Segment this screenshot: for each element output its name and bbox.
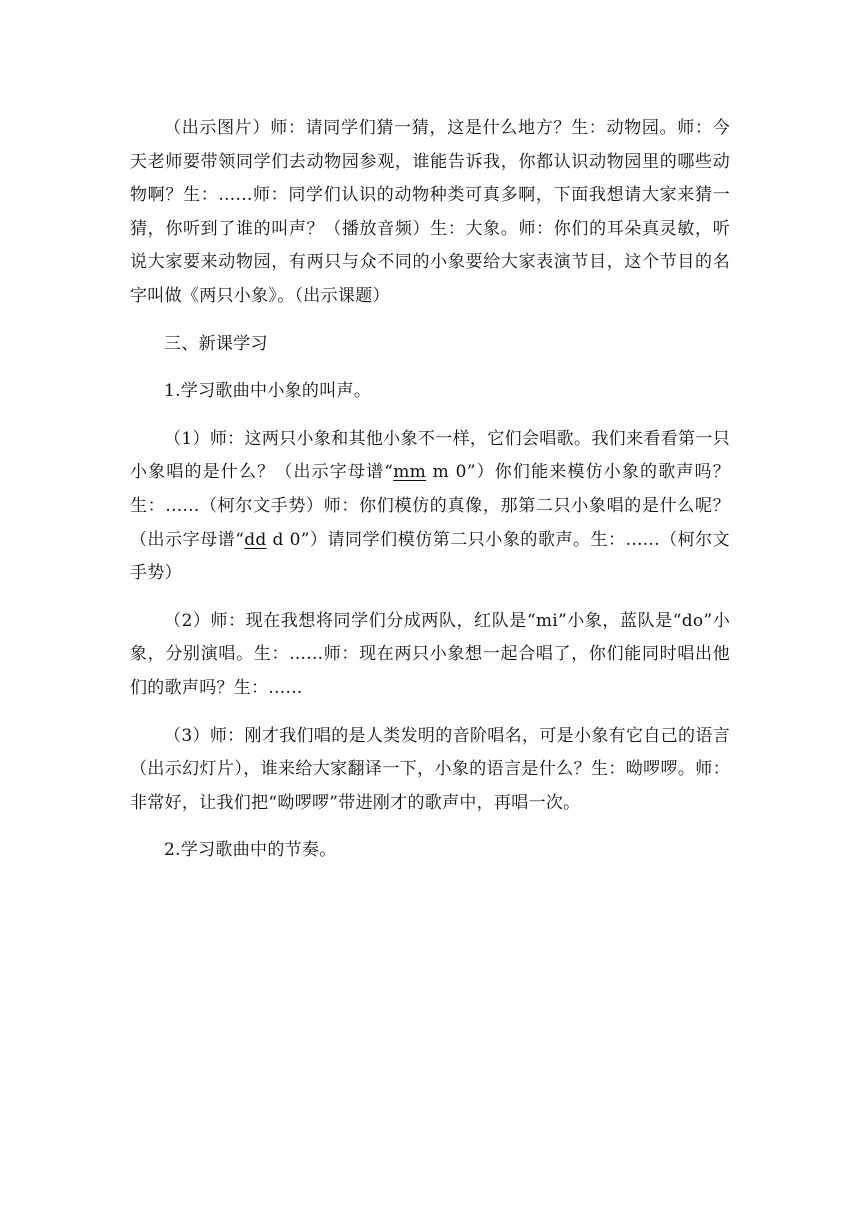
underlined-notation-mm: mm	[393, 462, 427, 483]
sub-1-text-part-2: m 0”）你们能来模仿小象的歌声吗？生：......（柯尔文手势）师：你们模仿的真像，那第二只小象唱的是什么呢？（出示字母谱“	[130, 462, 730, 550]
paragraph-gap	[130, 706, 730, 720]
paragraph-gap	[130, 361, 730, 375]
paragraph-intro: （出示图片）师：请同学们猜一猜，这是什么地方？生：动物园。师：今天老师要带领同学们去动物园参观，谁能告诉我，你都认识动物园里的哪些动物啊？生：......师：同学们认识的动物种类可真多啊，下面我想请大家来猜一猜，你听到了谁的叫声？（播放音频）生：大象。师：你们的耳朵真灵敏，听说大家要来动物园，有两只与众不同的小象要给大家表演节目，这个节目的名字叫做《两只小象》。（出示课题）	[130, 118, 730, 306]
sub-1-text-part-1: （1）师：这两只小象和其他小象不一样，它们会唱歌。我们来看看第一只小象唱的是什么？（出示字母谱“	[130, 428, 730, 483]
paragraph-sub-1	[130, 423, 730, 591]
paragraph-gap	[130, 409, 730, 423]
paragraph-gap	[130, 591, 730, 605]
underlined-notation-dd: dd	[244, 529, 267, 550]
paragraph-gap	[130, 314, 730, 328]
paragraph-sub-2: （2）师：现在我想将同学们分成两队，红队是“mi”小象，蓝队是“do”小象，分别演唱。生：......师：现在两只小象想一起合唱了，你们能同时唱出他们的歌声吗？生：......	[130, 610, 730, 698]
sub-1-text-part-3: d 0”）请同学们模仿第二只小象的歌声。生：......（柯尔文手势）	[130, 529, 730, 584]
paragraph-sub-3: （3）师：刚才我们唱的是人类发明的音阶唱名，可是小象有它自己的语言（出示幻灯片），谁来给大家翻译一下，小象的语言是什么？生：呦啰啰。师：非常好，让我们把“呦啰啰”带进刚才的歌声中，再唱一次。	[130, 725, 730, 813]
paragraph-gap	[130, 820, 730, 834]
section-heading-new-lesson: 三、新课学习	[164, 333, 268, 354]
item-heading-1: 1.学习歌曲中小象的叫声。	[164, 381, 372, 402]
item-heading-2: 2.学习歌曲中的节奏。	[164, 840, 337, 861]
document-body	[130, 112, 730, 868]
